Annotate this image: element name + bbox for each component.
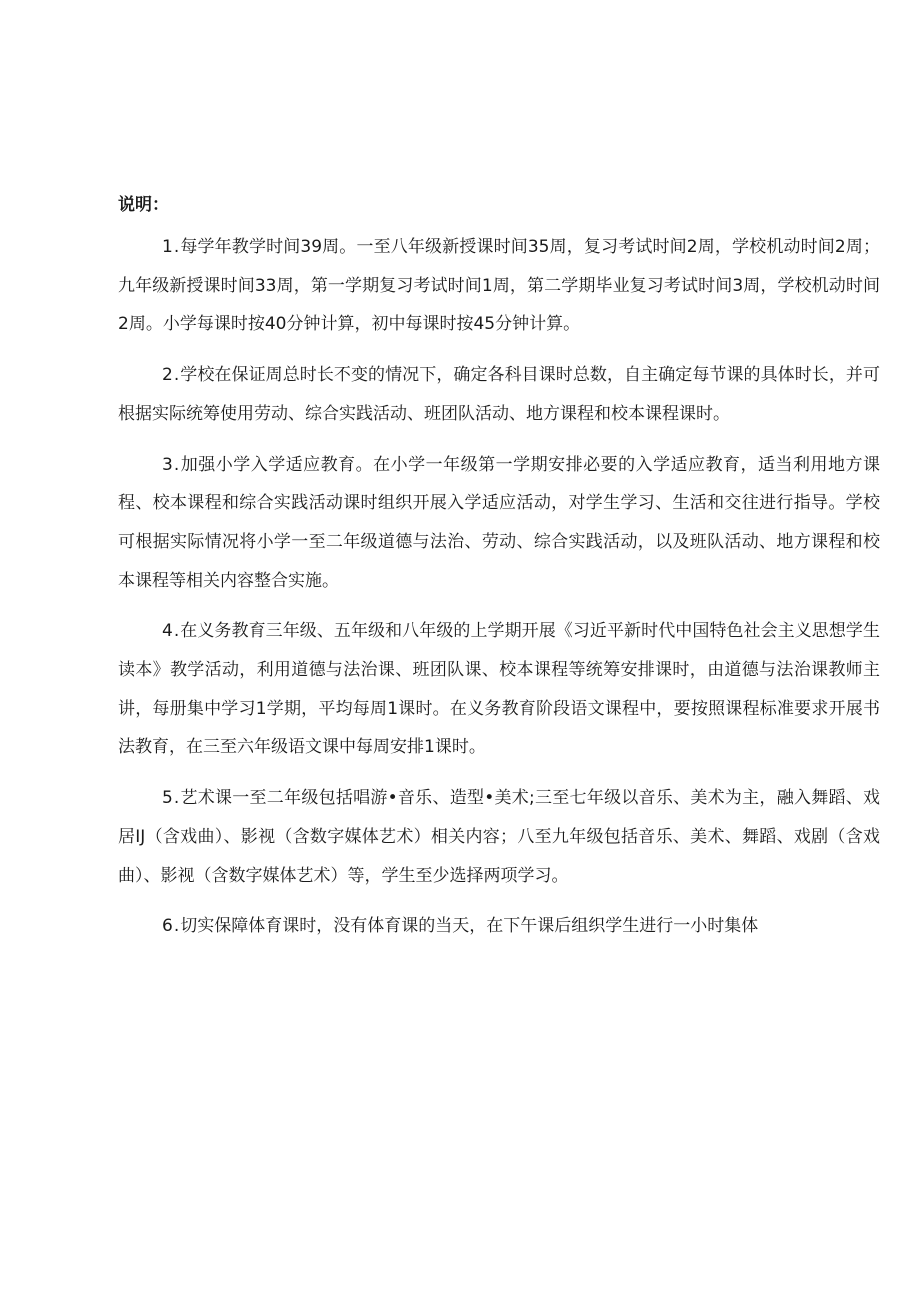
note-text: 每学年教学时间39周。一至八年级新授课时间35周，复习考试时间2周，学校机动时间2周；九年级新授课时间33周，第一学期复习考试时间1周，第二学期毕业复习考试时间3周，学校机动时间2周。小学每课时按40分钟计算，初中每课时按45分钟计算。 [118,237,880,335]
note-text: 艺术课一至二年级包括唱游•音乐、造型•美术;三至七年级以音乐、美术为主，融入舞蹈、戏居IJ（含戏曲）、影视（含数字媒体艺术）相关内容；八至九年级包括音乐、美术、舞蹈、戏剧（含戏曲）、影视（含数字媒体艺术）等，学生至少选择两项学习。 [118,788,880,886]
note-text: 切实保障体育课时，没有体育课的当天，在下午课后组织学生进行一小时集体 [180,916,759,937]
note-text: 在义务教育三年级、五年级和八年级的上学期开展《习近平新时代中国特色社会主义思想学生读本》教学活动，利用道德与法治课、班团队课、校本课程等统筹安排课时，由道德与法治课教师主讲，每册集中学习1学期，平均每周1课时。在义务教育阶段语文课程中，要按照课程标准要求开展书法教育，在三至六年级语文课中每周安排1课时。 [118,621,880,758]
note-paragraph-4: 4.在义务教育三年级、五年级和八年级的上学期开展《习近平新时代中国特色社会主义思想学生读本》教学活动，利用道德与法治课、班团队课、校本课程等统筹安排课时，由道德与法治课教师主讲，每册集中学习1学期，平均每周1课时。在义务教育阶段语文课程中，要按照课程标准要求开展书法教育，在三至六年级语文课中每周安排1课时。 [118,621,880,758]
note-number: 6 [162,916,174,937]
note-paragraph-6: 6.切实保障体育课时，没有体育课的当天，在下午课后组织学生进行一小时集体 [162,916,759,937]
section-heading: 说明： [118,195,169,215]
note-number: 4 [162,621,174,642]
note-number: 2 [162,365,174,386]
note-text: 加强小学入学适应教育。在小学一年级第一学期安排必要的入学适应教育，适当利用地方课程、校本课程和综合实践活动课时组织开展入学适应活动，对学生学习、生活和交往进行指导。学校可根据实际情况将小学一至二年级道德与法治、劳动、综合实践活动，以及班队活动、地方课程和校本课程等相关内容整合实施。 [118,454,880,591]
note-number: 1 [162,237,174,257]
note-paragraph-5: 5.艺术课一至二年级包括唱游•音乐、造型•美术;三至七年级以音乐、美术为主，融入舞蹈、戏居IJ（含戏曲）、影视（含数字媒体艺术）相关内容；八至九年级包括音乐、美术、舞蹈、戏剧（含戏曲）、影视（含数字媒体艺术）等，学生至少选择两项学习。 [118,788,880,886]
note-paragraph-1: 1.每学年教学时间39周。一至八年级新授课时间35周，复习考试时间2周，学校机动时间2周；九年级新授课时间33周，第一学期复习考试时间1周，第二学期毕业复习考试时间3周，学校机动时间2周。小学每课时按40分钟计算，初中每课时按45分钟计算。 [118,237,880,335]
note-paragraph-2: 2.学校在保证周总时长不变的情况下，确定各科目课时总数，自主确定每节课的具体时长，并可根据实际统筹使用劳动、综合实践活动、班团队活动、地方课程和校本课程课时。 [118,365,880,424]
note-number: 5 [162,788,174,809]
notes-body [118,228,880,958]
note-number: 3 [162,454,174,475]
note-paragraph-3: 3.加强小学入学适应教育。在小学一年级第一学期安排必要的入学适应教育，适当利用地方课程、校本课程和综合实践活动课时组织开展入学适应活动，对学生学习、生活和交往进行指导。学校可根据实际情况将小学一至二年级道德与法治、劳动、综合实践活动，以及班队活动、地方课程和校本课程等相关内容整合实施。 [118,454,880,591]
note-text: 学校在保证周总时长不变的情况下，确定各科目课时总数，自主确定每节课的具体时长，并可根据实际统筹使用劳动、综合实践活动、班团队活动、地方课程和校本课程课时。 [118,365,880,424]
